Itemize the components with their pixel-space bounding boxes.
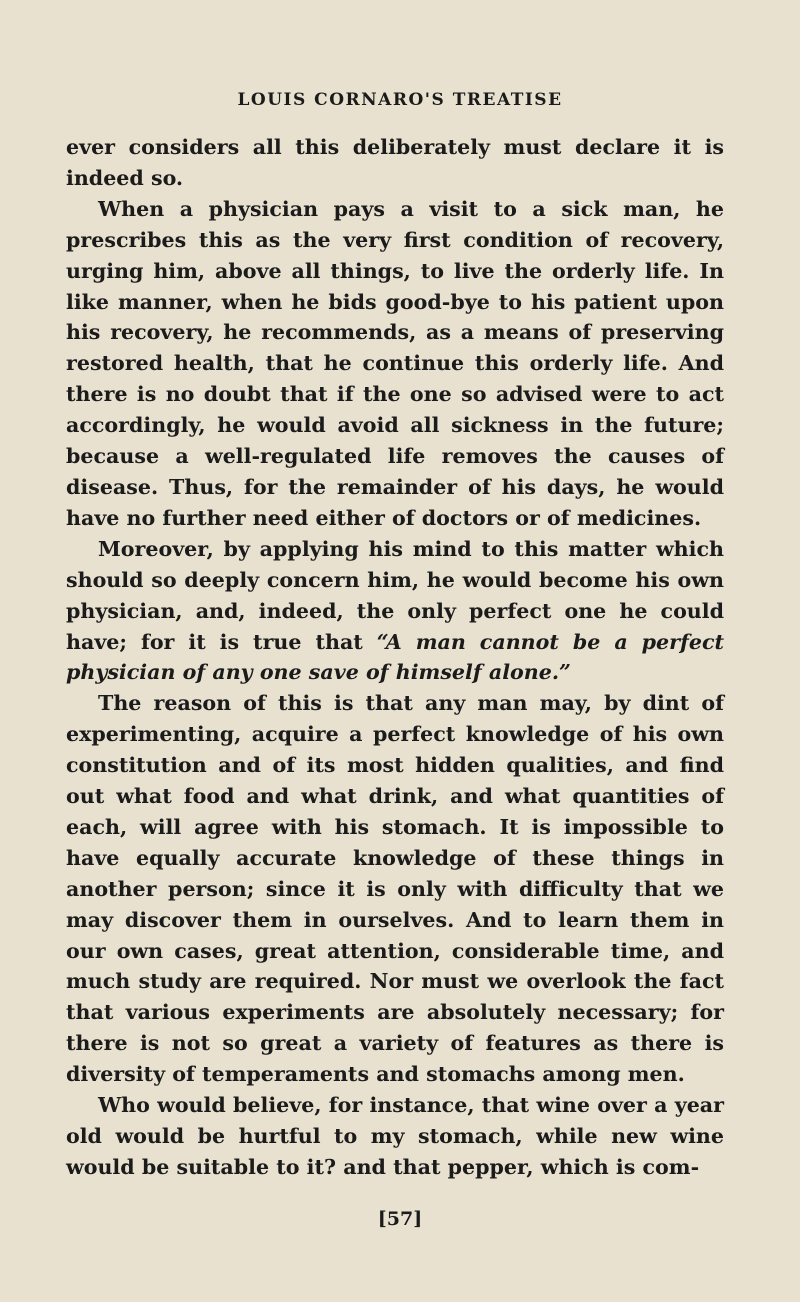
page-number: [57] <box>377 1208 423 1230</box>
paragraph-5: Who would believe, for instance, that wine over a year old would be hurtful to my stomach, while new wine would be suitable to it? and that pepper, which is com- <box>66 1093 724 1179</box>
paragraph-1: ever considers all this deliberately must declare it is indeed so. <box>66 135 724 190</box>
paragraph-4: The reason of this is that any man may, by dint of experimenting, acquire a perfect knowledge of his own constitution and of its most hidden qualities, and find out what food and what drink, and what quantities of each, will agree with his stomach. It is impossible to have equally accurate knowledge of these things in another person; since it is only with difficulty that we may discover them in ourselves. And to learn them in our own cases, great attention, considerable time, and much study are required. Nor must we overlook the fact that various experiments are absolutely necessary; for there is not so great a variety of features as there is diversity of temperaments and stomachs among men. <box>66 691 724 1087</box>
running-head: LOUIS CORNARO'S TREATISE <box>237 90 563 110</box>
paragraph-3-text: Moreover, by applying his mind to this matter which should so deeply concern him, he would become his own physician, and, indeed, the only perfect one he could have; for it is true that <box>66 536 724 654</box>
paragraph-2: When a physician pays a visit to a sick man, he prescribes this as the very first condition of recovery, urging him, above all things, to live the orderly life. In like manner, when he bids good-bye to his patient upon his recovery, he recommends, as a means of preserving restored health, that he continue this orderly life. And there is no doubt that if the one so advised were to act accordingly, he would avoid all sickness in the future; because a well-regulated life removes the causes of disease. Thus, for the remainder of his days, he would have no further need either of doctors or of medicines. <box>66 196 724 530</box>
body-text <box>66 132 724 1183</box>
paragraph-3 <box>66 534 724 689</box>
italic-quotation: “A man cannot be a perfect physician of any one save of himself alone.” <box>66 629 725 685</box>
